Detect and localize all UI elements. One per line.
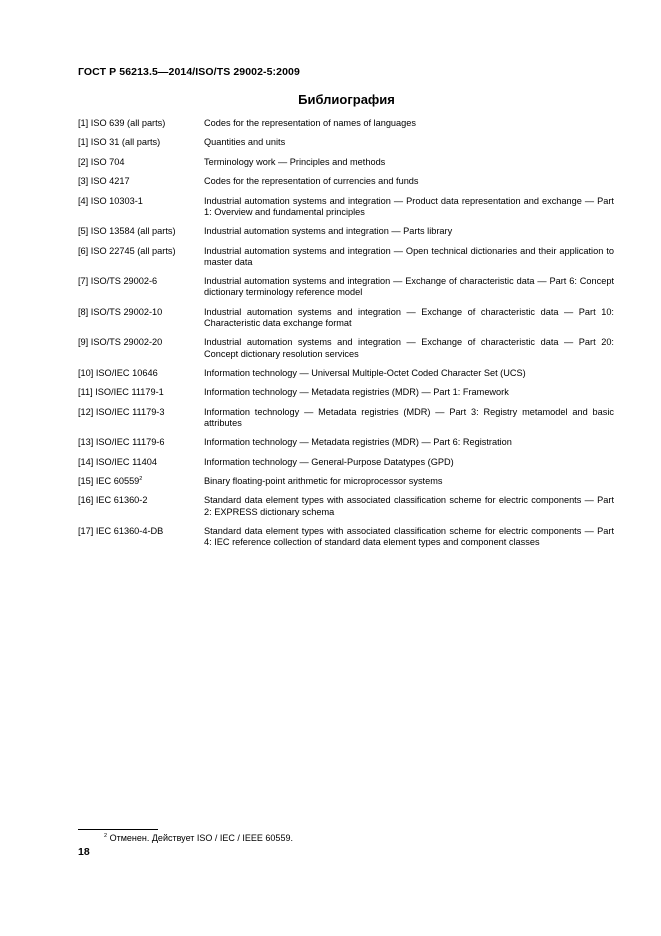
bibliography-entry bbox=[78, 118, 614, 129]
bibliography-entry bbox=[78, 495, 614, 517]
bibliography-list bbox=[78, 118, 614, 557]
bibliography-entry bbox=[78, 246, 614, 268]
bibliography-entry bbox=[78, 437, 614, 448]
entry-title: Information technology — Universal Multiple-Octet Coded Character Set (UCS) bbox=[204, 367, 526, 378]
entry-reference: [8] ISO/TS 29002-10 bbox=[78, 306, 163, 317]
bibliography-entry bbox=[78, 337, 614, 359]
bibliography-entry bbox=[78, 157, 614, 168]
entry-title: Industrial automation systems and integration — Product data representation and exchange — Part 1: Overview and fundamental principles bbox=[204, 195, 614, 217]
page-number: 18 bbox=[78, 846, 90, 858]
entry-reference: [12] ISO/IEC 11179-3 bbox=[78, 406, 165, 417]
entry-reference: [7] ISO/TS 29002-6 bbox=[78, 276, 158, 287]
entry-reference: [11] ISO/IEC 11179-1 bbox=[78, 387, 164, 398]
entry-title: Information technology — Metadata registries (MDR) — Part 3: Registry metamodel and basic attributes bbox=[204, 406, 614, 428]
entry-title: Standard data element types with associated classification scheme for electric components — Part 4: IEC reference collection of standard data element types and component classes bbox=[204, 526, 614, 548]
entry-reference: [1] ISO 31 (all parts) bbox=[78, 137, 161, 148]
entry-reference-with-footnote bbox=[78, 476, 204, 487]
entry-reference: [13] ISO/IEC 11179-6 bbox=[78, 437, 165, 448]
bibliography-entry bbox=[78, 407, 614, 429]
entry-reference: [17] IEC 61360-4-DB bbox=[78, 526, 164, 537]
entry-reference: [6] ISO 22745 (all parts) bbox=[78, 245, 176, 256]
entry-reference: [1] ISO 639 (all parts) bbox=[78, 118, 166, 128]
bibliography-entry bbox=[78, 196, 614, 218]
entry-reference: [14] ISO/IEC 11404 bbox=[78, 456, 157, 467]
entry-title: Codes for the representation of currencies and funds bbox=[204, 176, 419, 187]
entry-title: Information technology — Metadata registries (MDR) — Part 1: Framework bbox=[204, 387, 509, 398]
entry-reference: [9] ISO/TS 29002-20 bbox=[78, 337, 163, 348]
bibliography-entry bbox=[78, 476, 614, 487]
entry-title: Codes for the representation of names of languages bbox=[204, 118, 416, 128]
bibliography-entry bbox=[78, 526, 614, 548]
entry-title: Industrial automation systems and integration — Exchange of characteristic data — Part 6: Concept dictionary terminology reference model bbox=[204, 276, 614, 298]
bibliography-entry bbox=[78, 226, 614, 237]
entry-title: Industrial automation systems and integration — Parts library bbox=[204, 226, 453, 237]
entry-title: Information technology — General-Purpose Datatypes (GPD) bbox=[204, 456, 454, 467]
entry-title: Industrial automation systems and integration — Exchange of characteristic data — Part 20: Concept dictionary resolution services bbox=[204, 337, 614, 359]
document-header-code: ГОСТ Р 56213.5—2014/ISO/TS 29002-5:2009 bbox=[78, 66, 300, 78]
bibliography-entry bbox=[78, 276, 614, 298]
footnote bbox=[104, 833, 293, 843]
bibliography-entry bbox=[78, 307, 614, 329]
entry-reference: [10] ISO/IEC 10646 bbox=[78, 367, 158, 378]
entry-title: Terminology work — Principles and methods bbox=[204, 156, 386, 167]
entry-reference: [4] ISO 10303-1 bbox=[78, 195, 143, 206]
bibliography-entry bbox=[78, 176, 614, 187]
entry-reference: [16] IEC 61360-2 bbox=[78, 495, 148, 506]
bibliography-title: Библиография bbox=[298, 92, 395, 107]
entry-reference: [3] ISO 4217 bbox=[78, 176, 130, 187]
bibliography-entry bbox=[78, 137, 614, 148]
bibliography-entry bbox=[78, 457, 614, 468]
entry-title: Information technology — Metadata registries (MDR) — Part 6: Registration bbox=[204, 437, 512, 448]
entry-reference: [15] IEC 60559 bbox=[78, 476, 140, 487]
entry-title: Industrial automation systems and integration — Open technical dictionaries and their application to master data bbox=[204, 245, 614, 267]
entry-title: Binary floating-point arithmetic for microprocessor systems bbox=[204, 476, 443, 487]
footnote-text: Отменен. Действует ISO / IEC / IEEE 60559. bbox=[109, 833, 293, 843]
entry-title: Standard data element types with associated classification scheme for electric components — Part 2: EXPRESS dictionary schema bbox=[204, 495, 614, 517]
entry-title: Quantities and units bbox=[204, 137, 286, 148]
entry-reference: [2] ISO 704 bbox=[78, 156, 125, 167]
footnote-marker: 2 bbox=[139, 476, 143, 483]
entry-reference: [5] ISO 13584 (all parts) bbox=[78, 226, 176, 237]
bibliography-entry bbox=[78, 387, 614, 398]
footnote-divider bbox=[78, 829, 158, 830]
footnote-marker: 2 bbox=[104, 833, 108, 839]
bibliography-entry bbox=[78, 368, 614, 379]
entry-title: Industrial automation systems and integration — Exchange of characteristic data — Part 10: Characteristic data exchange format bbox=[204, 306, 614, 328]
